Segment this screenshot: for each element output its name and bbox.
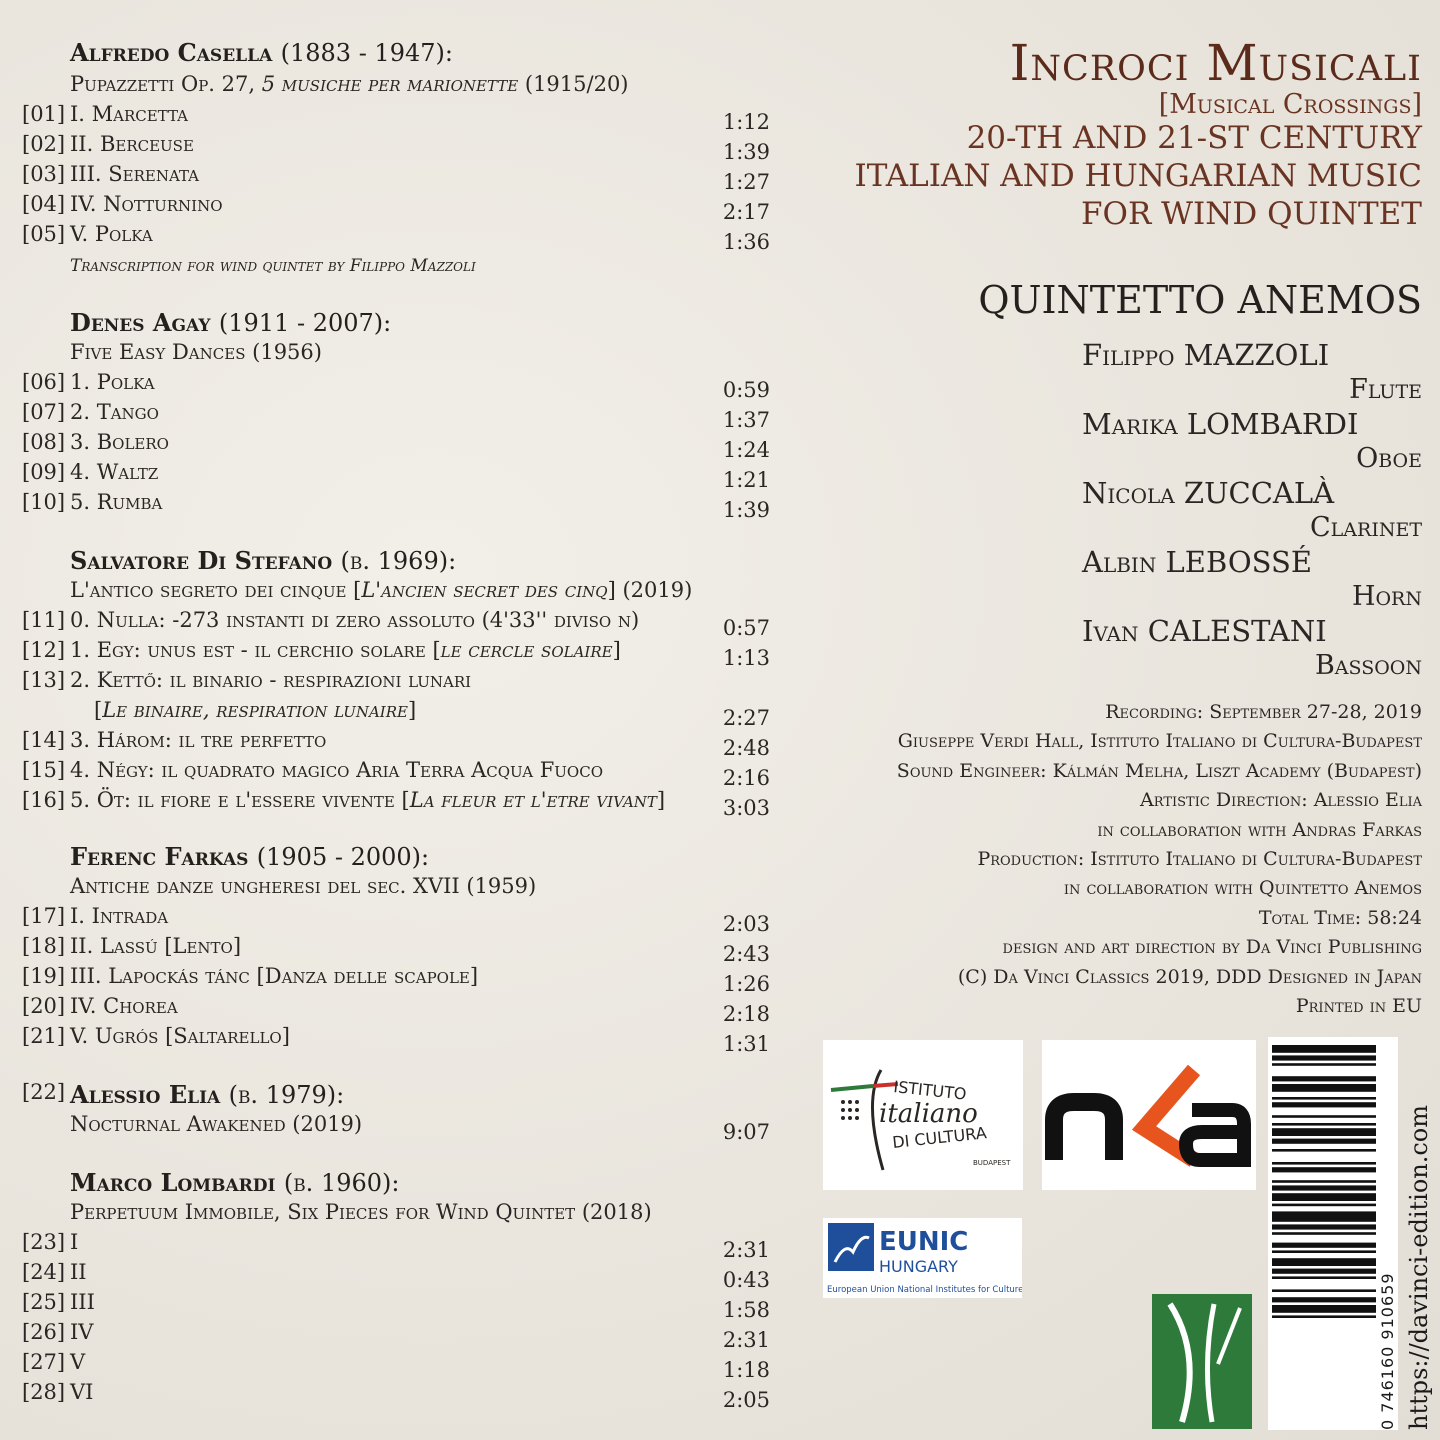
credit-line: in collaboration with Quintetto Anemos	[1063, 877, 1422, 900]
track-duration: 0:43	[722, 1268, 770, 1292]
composer-name: Denes Agay	[70, 308, 211, 337]
track-title: 4. Waltz	[70, 460, 159, 484]
track-title: I	[70, 1230, 79, 1254]
track-title: 5. Rumba	[70, 490, 163, 514]
track-title-translation: Le binaire, respiration lunaire	[102, 698, 408, 722]
performer-last-name: LEBOSSÉ	[1165, 545, 1312, 579]
album-description-line: FOR WIND QUINTET	[1081, 196, 1422, 232]
performer-last-name: MAZZOLI	[1183, 338, 1330, 372]
barcode-bar	[1272, 1185, 1376, 1190]
composer-dates: (1911 - 2007):	[218, 309, 392, 337]
track-duration: 2:05	[722, 1388, 770, 1412]
publisher-url: https://davinci-edition.com	[1405, 1104, 1433, 1430]
track-number: [14]	[22, 728, 66, 752]
barcode-bar	[1272, 1193, 1376, 1201]
track-number: [20]	[22, 994, 66, 1018]
track-row	[22, 758, 770, 788]
album-title: Incroci Musicali	[1009, 34, 1422, 92]
track-duration: 1:39	[722, 140, 770, 164]
barcode-bar	[1272, 1180, 1376, 1183]
track-title	[94, 698, 416, 722]
track-row	[22, 1230, 770, 1260]
track-row	[22, 668, 770, 698]
track-number: [22]	[22, 1080, 66, 1104]
track-number: [04]	[22, 192, 66, 216]
composer-dates: (b. 1969):	[340, 547, 457, 575]
barcode-bar	[1272, 1269, 1376, 1274]
composer-name: Marco Lombardi	[70, 1168, 276, 1197]
track-number: [03]	[22, 162, 66, 186]
track-title: IV	[70, 1320, 94, 1344]
track-duration: 2:48	[722, 736, 770, 760]
track-title: III. Serenata	[70, 162, 199, 186]
track-duration: 1:31	[722, 1032, 770, 1056]
work-title	[70, 72, 629, 96]
barcode-bar	[1272, 1097, 1376, 1100]
track-row	[22, 994, 770, 1024]
track-number: [10]	[22, 490, 66, 514]
composer-dates: (1905 - 2000):	[256, 843, 430, 871]
track-number: [13]	[22, 668, 66, 692]
track-duration: 1:18	[722, 1358, 770, 1382]
performer-first-name: Marika	[1082, 407, 1178, 441]
barcode-bar	[1272, 1055, 1376, 1060]
album-subtitle: [Musical Crossings]	[1158, 89, 1422, 120]
iic-logo-text: italiano	[879, 1099, 978, 1129]
barcode-bar	[1272, 1232, 1376, 1235]
work-year: (1915/20)	[518, 72, 629, 96]
credit-line: Printed in EU	[1295, 995, 1422, 1018]
track-row	[22, 1320, 770, 1350]
barcode-bar	[1272, 1128, 1376, 1136]
barcode-bar	[1272, 1315, 1376, 1318]
track-title: I. Marcetta	[70, 102, 189, 126]
work-title-part: Pupazzetti Op. 27,	[70, 72, 262, 96]
track-row	[22, 490, 770, 520]
track-number: [16]	[22, 788, 66, 812]
composer-dates: (b. 1979):	[228, 1081, 345, 1109]
track-row	[22, 1290, 770, 1320]
track-row	[22, 460, 770, 490]
credit-line: Production: Istituto Italiano di Cultura-Budapest	[977, 848, 1422, 871]
track-number: [08]	[22, 430, 66, 454]
composer-heading	[70, 842, 429, 871]
track-title: 0. Nulla: -273 instanti di zero assoluto (4'33'' diviso n)	[70, 608, 640, 632]
barcode-bar	[1272, 1123, 1376, 1126]
track-row	[22, 728, 770, 758]
track-number: [21]	[22, 1024, 66, 1048]
composer-name: Alessio Elia	[70, 1080, 221, 1109]
transcription-note: Transcription for wind quintet by Filippo Mazzoli	[70, 256, 476, 276]
track-row	[22, 904, 770, 934]
track-duration: 2:16	[722, 766, 770, 790]
track-duration: 1:21	[722, 468, 770, 492]
track-number: [18]	[22, 934, 66, 958]
track-duration: 1:27	[722, 170, 770, 194]
track-title: II. Lassú [Lento]	[70, 934, 242, 958]
track-title: 2. Tango	[70, 400, 159, 424]
track-title: II. Berceuse	[70, 132, 194, 156]
track-title: VI	[70, 1380, 94, 1404]
track-number: [25]	[22, 1290, 66, 1314]
barcode-bar	[1272, 1045, 1376, 1053]
performer-name	[1082, 338, 1329, 372]
track-row-continued	[22, 698, 770, 728]
composer-heading	[70, 1080, 344, 1109]
track-title-translation: La fleur et l'etre vivant	[409, 788, 657, 812]
credit-line: (C) Da Vinci Classics 2019, DDD Designed in Japan	[957, 965, 1422, 988]
track-duration: 2:31	[722, 1328, 770, 1352]
nka-logo	[1042, 1040, 1256, 1190]
track-number: [15]	[22, 758, 66, 782]
track-row	[22, 964, 770, 994]
credit-line: Total Time: 58:24	[1258, 906, 1422, 929]
davinci-logo-icon	[1152, 1294, 1252, 1429]
barcode-bar	[1272, 1139, 1376, 1144]
performer-instrument: Oboe	[1356, 443, 1422, 474]
ensemble-name: QUINTETTO ANEMOS	[978, 278, 1422, 322]
work-title	[70, 578, 692, 602]
credits-block	[897, 698, 1422, 1021]
track-duration: 1:37	[722, 408, 770, 432]
track-number: [27]	[22, 1350, 66, 1374]
track-duration-row	[22, 1112, 770, 1142]
composer-name: Salvatore Di Stefano	[70, 546, 333, 575]
barcode-bar	[1272, 1258, 1376, 1266]
barcode-bar	[1272, 1297, 1376, 1302]
track-duration: 0:59	[722, 378, 770, 402]
track-duration: 1:12	[722, 110, 770, 134]
credit-line: Recording: September 27-28, 2019	[1105, 701, 1422, 723]
album-title-block	[855, 35, 1423, 233]
track-title: V. Ugrós [Saltarello]	[70, 1024, 290, 1048]
track-number: [05]	[22, 222, 66, 246]
eunic-logo-text: European Union National Institutes for Culture	[827, 1285, 1022, 1295]
track-title-part: [	[94, 698, 103, 722]
barcode-bar	[1272, 1289, 1376, 1292]
performer-name	[1082, 545, 1312, 579]
track-row	[22, 102, 770, 132]
performer-last-name: CALESTANI	[1147, 614, 1327, 648]
track-number: [09]	[22, 460, 66, 484]
track-duration: 0:57	[722, 616, 770, 640]
track-number: [17]	[22, 904, 66, 928]
barcode-bar	[1272, 1243, 1376, 1248]
credit-line: design and art direction by Da Vinci Publishing	[1002, 936, 1422, 959]
track-duration: 2:18	[722, 1002, 770, 1026]
track-number: [19]	[22, 964, 66, 988]
work-title: Nocturnal Awakened (2019)	[70, 1112, 363, 1136]
track-number: [01]	[22, 102, 66, 126]
work-title: Antiche danze ungheresi del sec. XVII (1959)	[70, 874, 537, 898]
iic-logo	[823, 1040, 1023, 1190]
performer-instrument: Horn	[1351, 581, 1422, 612]
track-duration: 2:27	[722, 706, 770, 730]
track-title: 4. Négy: il quadrato magico Aria Terra Acqua Fuoco	[70, 758, 603, 782]
barcode-bar	[1272, 1149, 1376, 1152]
work-title: Five Easy Dances (1956)	[70, 340, 322, 364]
track-row	[22, 1350, 770, 1380]
barcode-bar	[1272, 1102, 1376, 1107]
track-title: I. Intrada	[70, 904, 169, 928]
work-year: ] (2019)	[607, 578, 693, 602]
track-number: [23]	[22, 1230, 66, 1254]
eunic-logo	[823, 1218, 1022, 1298]
track-duration: 1:24	[722, 438, 770, 462]
track-title: 1. Polka	[70, 370, 155, 394]
credit-line: in collaboration with Andras Farkas	[1097, 818, 1422, 841]
track-number: [06]	[22, 370, 66, 394]
track-row	[22, 638, 770, 668]
performer-first-name: Albin	[1082, 545, 1157, 579]
work-title: Perpetuum Immobile, Six Pieces for Wind Quintet (2018)	[70, 1200, 652, 1224]
track-row	[22, 430, 770, 460]
track-number: [07]	[22, 400, 66, 424]
performer-first-name: Filippo	[1082, 338, 1175, 372]
composer-name: Ferenc Farkas	[70, 842, 249, 871]
barcode-bar	[1272, 1276, 1376, 1279]
track-row	[22, 788, 770, 818]
work-subtitle: L'ancien secret des cinq	[361, 578, 608, 602]
iic-logo-text: ISTITUTO	[892, 1077, 968, 1104]
track-duration: 2:03	[722, 912, 770, 936]
performer-last-name: ZUCCALÀ	[1183, 476, 1335, 510]
track-row	[22, 162, 770, 192]
barcode-bar	[1272, 1224, 1376, 1229]
performer-name	[1082, 407, 1358, 441]
track-number: [11]	[22, 608, 66, 632]
track-duration: 2:43	[722, 942, 770, 966]
track-title: V. Polka	[70, 222, 153, 246]
barcode-bar	[1272, 1211, 1376, 1221]
track-title-part: ]	[656, 788, 666, 812]
track-duration: 1:26	[722, 972, 770, 996]
track-title-translation: le cercle solaire	[440, 638, 613, 662]
track-row	[22, 222, 770, 252]
track-title: II	[70, 1260, 87, 1284]
composer-dates: (1883 - 1947):	[280, 39, 453, 67]
track-duration: 1:58	[722, 1298, 770, 1322]
composer-heading	[70, 1168, 399, 1197]
track-title-part: ]	[407, 698, 417, 722]
barcode-bar	[1272, 1084, 1376, 1092]
composer-name: Alfredo Casella	[70, 38, 273, 67]
performer-first-name: Nicola	[1082, 476, 1175, 510]
performer-instrument: Flute	[1349, 374, 1422, 405]
composer-heading	[70, 546, 456, 575]
performer-name	[1082, 614, 1327, 648]
composer-heading	[70, 38, 453, 67]
track-row	[22, 370, 770, 400]
barcode-digits: 0 746160 910659	[1378, 1272, 1397, 1430]
track-duration: 2:31	[722, 1238, 770, 1262]
track-row	[22, 608, 770, 638]
credit-line: Artistic Direction: Alessio Elia	[1140, 789, 1422, 812]
track-row	[22, 400, 770, 430]
performer-first-name: Ivan	[1082, 614, 1139, 648]
track-title	[70, 638, 621, 662]
composer-heading	[70, 308, 391, 337]
album-description-line: ITALIAN AND HUNGARIAN MUSIC	[854, 158, 1422, 194]
track-number: [24]	[22, 1260, 66, 1284]
track-duration: 2:17	[722, 200, 770, 224]
track-row	[22, 1024, 770, 1054]
track-title: III. Lapockás tánc [Danza delle scapole]	[70, 964, 479, 988]
iic-logo-text: DI CULTURA	[891, 1123, 988, 1152]
track-title	[70, 788, 665, 812]
track-duration: 9:07	[722, 1120, 770, 1144]
track-title: 3. Bolero	[70, 430, 169, 454]
track-title-part: 1. Egy: unus est - il cerchio solare [	[70, 638, 441, 662]
track-number: [02]	[22, 132, 66, 156]
eunic-logo-icon	[823, 1218, 1022, 1298]
work-title-part: L'antico segreto dei cinque [	[70, 578, 362, 602]
track-number: [12]	[22, 638, 66, 662]
track-duration: 1:39	[722, 498, 770, 522]
track-title: 2. Kettő: il binario - respirazioni lunari	[70, 668, 472, 692]
barcode-bar	[1272, 1305, 1376, 1313]
performer-instrument: Bassoon	[1314, 650, 1422, 681]
performer-name	[1082, 476, 1334, 510]
track-title: IV. Chorea	[70, 994, 178, 1018]
barcode-bar	[1272, 1115, 1376, 1118]
performer-last-name: LOMBARDI	[1186, 407, 1359, 441]
nka-logo-icon	[1042, 1040, 1256, 1190]
track-duration: 3:03	[722, 796, 770, 820]
track-number: [26]	[22, 1320, 66, 1344]
track-title-part: 5. Öt: il fiore e l'essere vivente [	[70, 788, 410, 812]
barcode-bar	[1272, 1076, 1376, 1081]
track-title: 3. Három: il tre perfetto	[70, 728, 327, 752]
track-title: III	[70, 1290, 95, 1314]
track-duration: 1:36	[722, 230, 770, 254]
track-row	[22, 1260, 770, 1290]
performer-instrument: Clarinet	[1310, 512, 1422, 543]
track-row	[22, 1380, 770, 1410]
barcode-bar	[1272, 1167, 1376, 1172]
track-row	[22, 934, 770, 964]
track-row	[22, 132, 770, 162]
barcode-bar	[1272, 1250, 1376, 1253]
credit-line: Sound Engineer: Kálmán Melha, Liszt Academy (Budapest)	[896, 759, 1422, 782]
track-number: [28]	[22, 1380, 66, 1404]
track-title-part: ]	[612, 638, 621, 662]
work-subtitle: 5 musiche per marionette	[261, 72, 519, 96]
composer-dates: (b. 1960):	[283, 1169, 400, 1197]
track-title: V	[70, 1350, 86, 1374]
barcode-bar	[1272, 1063, 1376, 1066]
iic-logo-text: BUDAPEST	[973, 1159, 1011, 1167]
eunic-logo-text: EUNIC	[879, 1227, 969, 1257]
track-title: IV. Notturnino	[70, 192, 223, 216]
barcode-bar	[1272, 1162, 1376, 1165]
track-duration: 1:13	[722, 646, 770, 670]
track-row	[22, 192, 770, 222]
credit-line: Giuseppe Verdi Hall, Istituto Italiano di Cultura-Budapest	[897, 730, 1422, 753]
eunic-logo-text: HUNGARY	[879, 1257, 958, 1276]
album-description-line: 20-TH AND 21-ST CENTURY	[966, 120, 1422, 156]
davinci-logo	[1152, 1294, 1252, 1429]
barcode-bar	[1272, 1204, 1376, 1207]
iic-logo-icon	[823, 1040, 1023, 1190]
